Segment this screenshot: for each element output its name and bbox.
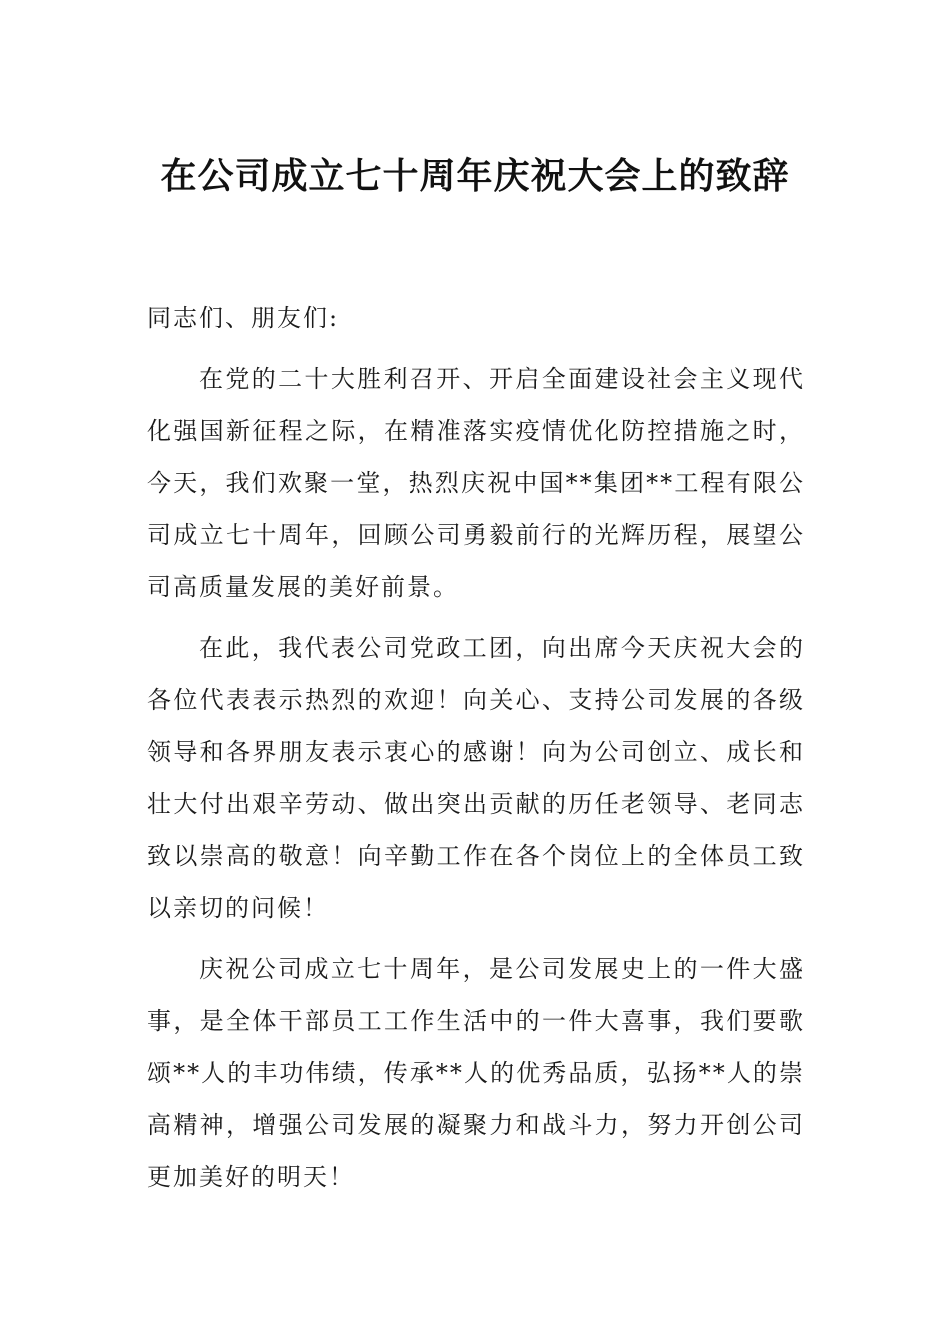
paragraph-2: 在此，我代表公司党政工团，向出席今天庆祝大会的各位代表表示热烈的欢迎！向关心、支持公司发展的各级领导和各界朋友表示衷心的感谢！向为公司创立、成长和壮大付出艰辛劳动、做出突出贡献的历任老领导、老同志致以崇高的敬意！向辛勤工作在各个岗位上的全体员工致以亲切的问候！ [147,634,805,922]
paragraph-3: 庆祝公司成立七十周年，是公司发展史上的一件大盛事，是全体干部员工工作生活中的一件大喜事，我们要歌颂**人的丰功伟绩，传承**人的优秀品质，弘扬**人的崇高精神，增强公司发展的凝聚力和战斗力，努力开创公司更加美好的明天！ [147,955,805,1191]
salutation: 同志们、朋友们: [147,304,340,332]
document-body [147,292,805,1212]
document-title: 在公司成立七十周年庆祝大会上的致辞 [160,155,790,197]
paragraph-1: 在党的二十大胜利召开、开启全面建设社会主义现代化强国新征程之际，在精准落实疫情优化防控措施之时，今天，我们欢聚一堂，热烈庆祝中国**集团**工程有限公司成立七十周年，回顾公司勇毅前行的光辉历程，展望公司高质量发展的美好前景。 [147,365,805,601]
